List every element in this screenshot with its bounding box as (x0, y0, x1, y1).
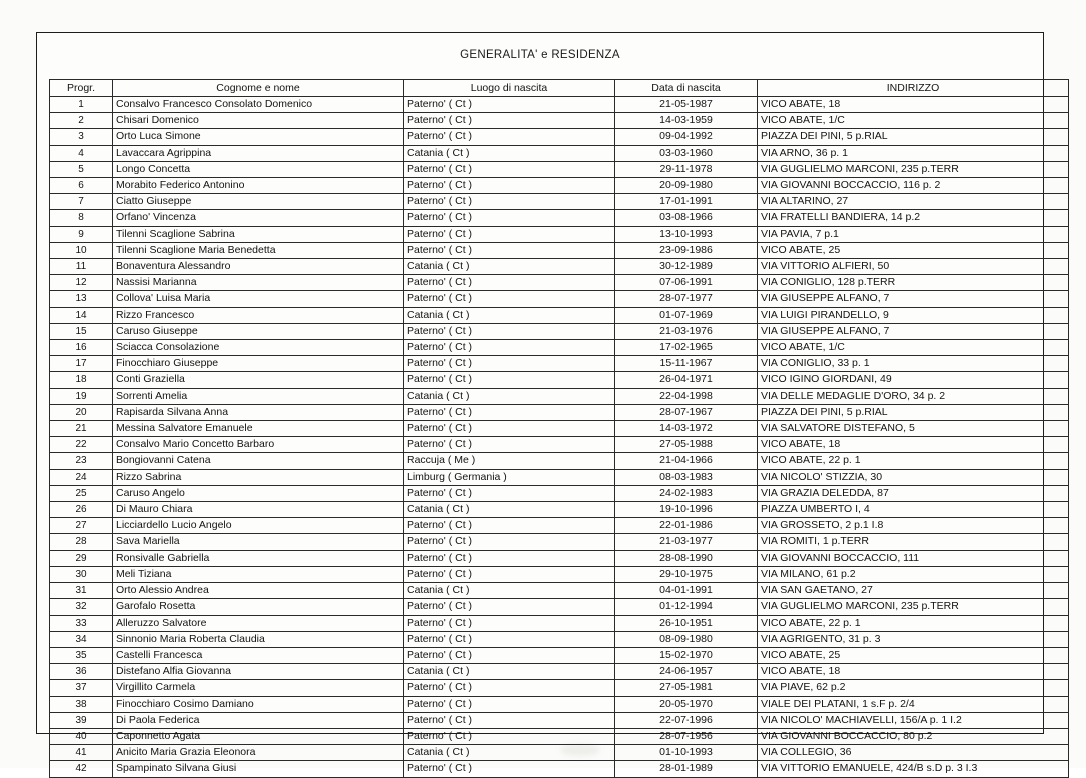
cell-progr: 12 (50, 275, 113, 291)
cell-nome: Di Paola Federica (113, 712, 404, 728)
table-row (50, 712, 1069, 728)
table-row (50, 178, 1069, 194)
cell-indirizzo: VICO ABATE, 25 (758, 647, 1069, 663)
cell-luogo: Paterno' ( Ct ) (404, 712, 615, 728)
cell-progr: 25 (50, 485, 113, 501)
cell-luogo: Catania ( Ct ) (404, 259, 615, 275)
cell-indirizzo: VIA ARNO, 36 p. 1 (758, 145, 1069, 161)
cell-data: 01-10-1993 (615, 745, 758, 761)
cell-data: 15-02-1970 (615, 647, 758, 663)
cell-nome: Di Mauro Chiara (113, 502, 404, 518)
cell-progr: 11 (50, 259, 113, 275)
cell-data: 22-07-1996 (615, 712, 758, 728)
cell-luogo: Paterno' ( Ct ) (404, 113, 615, 129)
cell-data: 28-08-1990 (615, 550, 758, 566)
cell-progr: 42 (50, 761, 113, 777)
cell-data: 07-06-1991 (615, 275, 758, 291)
cell-indirizzo: VIA GIOVANNI BOCCACCIO, 116 p. 2 (758, 178, 1069, 194)
cell-nome: Meli Tiziana (113, 566, 404, 582)
cell-luogo: Paterno' ( Ct ) (404, 728, 615, 744)
cell-indirizzo: VIA GRAZIA DELEDDA, 87 (758, 485, 1069, 501)
cell-indirizzo: VIA PIAVE, 62 p.2 (758, 680, 1069, 696)
table-row (50, 599, 1069, 615)
cell-progr: 39 (50, 712, 113, 728)
cell-nome: Caruso Angelo (113, 485, 404, 501)
table-row (50, 421, 1069, 437)
cell-luogo: Paterno' ( Ct ) (404, 291, 615, 307)
table-row (50, 113, 1069, 129)
cell-luogo: Paterno' ( Ct ) (404, 372, 615, 388)
cell-indirizzo: VICO IGINO GIORDANI, 49 (758, 372, 1069, 388)
cell-indirizzo: VIALE DEI PLATANI, 1 s.F p. 2/4 (758, 696, 1069, 712)
table-row (50, 226, 1069, 242)
cell-nome: Orto Luca Simone (113, 129, 404, 145)
cell-progr: 38 (50, 696, 113, 712)
table-row (50, 550, 1069, 566)
cell-indirizzo: VIA DELLE MEDAGLIE D'ORO, 34 p. 2 (758, 388, 1069, 404)
cell-luogo: Paterno' ( Ct ) (404, 178, 615, 194)
column-header-indirizzo: INDIRIZZO (758, 80, 1069, 97)
table-row (50, 388, 1069, 404)
cell-nome: Bongiovanni Catena (113, 453, 404, 469)
cell-luogo: Paterno' ( Ct ) (404, 129, 615, 145)
cell-nome: Rapisarda Silvana Anna (113, 404, 404, 420)
cell-indirizzo: VIA GUGLIELMO MARCONI, 235 p.TERR (758, 599, 1069, 615)
cell-progr: 13 (50, 291, 113, 307)
cell-progr: 40 (50, 728, 113, 744)
cell-luogo: Catania ( Ct ) (404, 583, 615, 599)
cell-progr: 19 (50, 388, 113, 404)
table-row (50, 469, 1069, 485)
table-row (50, 259, 1069, 275)
cell-indirizzo: VIA SALVATORE DISTEFANO, 5 (758, 421, 1069, 437)
cell-indirizzo: PIAZZA DEI PINI, 5 p.RIAL (758, 129, 1069, 145)
cell-luogo: Paterno' ( Ct ) (404, 518, 615, 534)
column-header-progr: Progr. (50, 80, 113, 97)
cell-indirizzo: VIA VITTORIO ALFIERI, 50 (758, 259, 1069, 275)
cell-indirizzo: VIA LUIGI PIRANDELLO, 9 (758, 307, 1069, 323)
cell-luogo: Catania ( Ct ) (404, 664, 615, 680)
cell-indirizzo: VIA NICOLO' STIZZIA, 30 (758, 469, 1069, 485)
cell-data: 01-12-1994 (615, 599, 758, 615)
cell-data: 14-03-1972 (615, 421, 758, 437)
cell-nome: Sinnonio Maria Roberta Claudia (113, 631, 404, 647)
cell-progr: 26 (50, 502, 113, 518)
cell-nome: Consalvo Mario Concetto Barbaro (113, 437, 404, 453)
cell-progr: 35 (50, 647, 113, 663)
cell-progr: 33 (50, 615, 113, 631)
table-row (50, 631, 1069, 647)
cell-luogo: Paterno' ( Ct ) (404, 437, 615, 453)
cell-luogo: Paterno' ( Ct ) (404, 647, 615, 663)
cell-data: 28-07-1977 (615, 291, 758, 307)
cell-data: 20-09-1980 (615, 178, 758, 194)
table-row (50, 307, 1069, 323)
cell-luogo: Paterno' ( Ct ) (404, 421, 615, 437)
table-row (50, 291, 1069, 307)
table-row (50, 680, 1069, 696)
cell-nome: Collova' Luisa Maria (113, 291, 404, 307)
cell-indirizzo: VIA GIUSEPPE ALFANO, 7 (758, 291, 1069, 307)
table-row (50, 745, 1069, 761)
cell-nome: Garofalo Rosetta (113, 599, 404, 615)
table-body (50, 97, 1069, 778)
cell-indirizzo: VIA MILANO, 61 p.2 (758, 566, 1069, 582)
cell-indirizzo: VIA NICOLO' MACHIAVELLI, 156/A p. 1 I.2 (758, 712, 1069, 728)
cell-data: 19-10-1996 (615, 502, 758, 518)
cell-nome: Castelli Francesca (113, 647, 404, 663)
cell-data: 20-05-1970 (615, 696, 758, 712)
cell-data: 14-03-1959 (615, 113, 758, 129)
cell-indirizzo: VICO ABATE, 1/C (758, 113, 1069, 129)
cell-indirizzo: VIA GROSSETO, 2 p.1 I.8 (758, 518, 1069, 534)
cell-luogo: Paterno' ( Ct ) (404, 242, 615, 258)
cell-luogo: Paterno' ( Ct ) (404, 566, 615, 582)
cell-data: 28-07-1967 (615, 404, 758, 420)
cell-luogo: Paterno' ( Ct ) (404, 404, 615, 420)
cell-luogo: Catania ( Ct ) (404, 745, 615, 761)
cell-luogo: Paterno' ( Ct ) (404, 356, 615, 372)
cell-progr: 41 (50, 745, 113, 761)
cell-luogo: Catania ( Ct ) (404, 502, 615, 518)
cell-progr: 21 (50, 421, 113, 437)
cell-progr: 37 (50, 680, 113, 696)
cell-luogo: Limburg ( Germania ) (404, 469, 615, 485)
table-row (50, 518, 1069, 534)
table-row (50, 340, 1069, 356)
cell-indirizzo: PIAZZA DEI PINI, 5 p.RIAL (758, 404, 1069, 420)
cell-data: 26-04-1971 (615, 372, 758, 388)
cell-indirizzo: VIA GIOVANNI BOCCACCIO, 111 (758, 550, 1069, 566)
cell-progr: 30 (50, 566, 113, 582)
cell-luogo: Paterno' ( Ct ) (404, 599, 615, 615)
cell-nome: Tilenni Scaglione Sabrina (113, 226, 404, 242)
cell-luogo: Paterno' ( Ct ) (404, 680, 615, 696)
cell-nome: Distefano Alfia Giovanna (113, 664, 404, 680)
cell-data: 29-11-1978 (615, 161, 758, 177)
cell-data: 28-01-1989 (615, 761, 758, 777)
cell-luogo: Raccuja ( Me ) (404, 453, 615, 469)
cell-indirizzo: PIAZZA UMBERTO I, 4 (758, 502, 1069, 518)
table-row (50, 323, 1069, 339)
cell-data: 04-01-1991 (615, 583, 758, 599)
cell-indirizzo: VIA ROMITI, 1 p.TERR (758, 534, 1069, 550)
table-row (50, 194, 1069, 210)
cell-progr: 15 (50, 323, 113, 339)
cell-indirizzo: VIA CONIGLIO, 128 p.TERR (758, 275, 1069, 291)
cell-indirizzo: VICO ABATE, 22 p. 1 (758, 615, 1069, 631)
cell-luogo: Paterno' ( Ct ) (404, 615, 615, 631)
table-row (50, 696, 1069, 712)
table-row (50, 404, 1069, 420)
cell-nome: Rizzo Sabrina (113, 469, 404, 485)
cell-data: 09-04-1992 (615, 129, 758, 145)
cell-data: 24-06-1957 (615, 664, 758, 680)
table-row (50, 502, 1069, 518)
cell-nome: Chisari Domenico (113, 113, 404, 129)
table-row (50, 728, 1069, 744)
cell-nome: Orfano' Vincenza (113, 210, 404, 226)
cell-indirizzo: VIA PAVIA, 7 p.1 (758, 226, 1069, 242)
table-row (50, 242, 1069, 258)
table-row (50, 145, 1069, 161)
cell-nome: Finocchiaro Giuseppe (113, 356, 404, 372)
cell-data: 29-10-1975 (615, 566, 758, 582)
cell-nome: Consalvo Francesco Consolato Domenico (113, 97, 404, 113)
cell-indirizzo: VIA ALTARINO, 27 (758, 194, 1069, 210)
cell-indirizzo: VICO ABATE, 18 (758, 437, 1069, 453)
cell-luogo: Catania ( Ct ) (404, 388, 615, 404)
cell-data: 17-02-1965 (615, 340, 758, 356)
cell-progr: 17 (50, 356, 113, 372)
cell-nome: Ronsivalle Gabriella (113, 550, 404, 566)
cell-data: 21-05-1987 (615, 97, 758, 113)
cell-progr: 31 (50, 583, 113, 599)
cell-nome: Conti Graziella (113, 372, 404, 388)
cell-indirizzo: VIA VITTORIO EMANUELE, 424/B s.D p. 3 I.3 (758, 761, 1069, 777)
table-row (50, 210, 1069, 226)
cell-nome: Morabito Federico Antonino (113, 178, 404, 194)
cell-nome: Longo Concetta (113, 161, 404, 177)
cell-indirizzo: VIA COLLEGIO, 36 (758, 745, 1069, 761)
table-row (50, 453, 1069, 469)
table-row (50, 534, 1069, 550)
cell-data: 27-05-1981 (615, 680, 758, 696)
cell-indirizzo: VIA CONIGLIO, 33 p. 1 (758, 356, 1069, 372)
table-row (50, 761, 1069, 777)
cell-luogo: Paterno' ( Ct ) (404, 210, 615, 226)
cell-nome: Caruso Giuseppe (113, 323, 404, 339)
cell-luogo: Paterno' ( Ct ) (404, 485, 615, 501)
cell-data: 21-03-1976 (615, 323, 758, 339)
cell-data: 01-07-1969 (615, 307, 758, 323)
cell-luogo: Paterno' ( Ct ) (404, 323, 615, 339)
cell-nome: Orto Alessio Andrea (113, 583, 404, 599)
column-header-data: Data di nascita (615, 80, 758, 97)
cell-nome: Rizzo Francesco (113, 307, 404, 323)
cell-data: 22-04-1998 (615, 388, 758, 404)
cell-nome: Sorrenti Amelia (113, 388, 404, 404)
table-header (50, 80, 1069, 97)
cell-progr: 36 (50, 664, 113, 680)
cell-progr: 6 (50, 178, 113, 194)
cell-nome: Finocchiaro Cosimo Damiano (113, 696, 404, 712)
cell-luogo: Paterno' ( Ct ) (404, 696, 615, 712)
cell-progr: 20 (50, 404, 113, 420)
cell-data: 26-10-1951 (615, 615, 758, 631)
table-row (50, 356, 1069, 372)
cell-nome: Virgillito Carmela (113, 680, 404, 696)
cell-data: 21-04-1966 (615, 453, 758, 469)
cell-progr: 3 (50, 129, 113, 145)
cell-luogo: Paterno' ( Ct ) (404, 550, 615, 566)
cell-data: 03-08-1966 (615, 210, 758, 226)
cell-luogo: Paterno' ( Ct ) (404, 534, 615, 550)
cell-nome: Spampinato Silvana Giusi (113, 761, 404, 777)
cell-data: 08-03-1983 (615, 469, 758, 485)
cell-progr: 1 (50, 97, 113, 113)
cell-luogo: Paterno' ( Ct ) (404, 226, 615, 242)
cell-luogo: Paterno' ( Ct ) (404, 631, 615, 647)
table-header-row (50, 80, 1069, 97)
document-sheet (36, 32, 1044, 775)
cell-nome: Alleruzzo Salvatore (113, 615, 404, 631)
cell-indirizzo: VICO ABATE, 1/C (758, 340, 1069, 356)
table-row (50, 583, 1069, 599)
cell-nome: Messina Salvatore Emanuele (113, 421, 404, 437)
cell-data: 17-01-1991 (615, 194, 758, 210)
cell-progr: 7 (50, 194, 113, 210)
cell-progr: 29 (50, 550, 113, 566)
table-row (50, 437, 1069, 453)
cell-nome: Anicito Maria Grazia Eleonora (113, 745, 404, 761)
table-row (50, 275, 1069, 291)
registry-table (49, 79, 1069, 778)
cell-progr: 34 (50, 631, 113, 647)
cell-luogo: Catania ( Ct ) (404, 145, 615, 161)
page-title: GENERALITA' e RESIDENZA (460, 49, 620, 61)
cell-data: 27-05-1988 (615, 437, 758, 453)
cell-luogo: Paterno' ( Ct ) (404, 340, 615, 356)
cell-data: 28-07-1956 (615, 728, 758, 744)
cell-nome: Nassisi Marianna (113, 275, 404, 291)
cell-progr: 4 (50, 145, 113, 161)
table-row (50, 615, 1069, 631)
column-header-nome: Cognome e nome (113, 80, 404, 97)
cell-progr: 18 (50, 372, 113, 388)
cell-nome: Ciatto Giuseppe (113, 194, 404, 210)
cell-progr: 28 (50, 534, 113, 550)
cell-indirizzo: VIA SAN GAETANO, 27 (758, 583, 1069, 599)
cell-nome: Sciacca Consolazione (113, 340, 404, 356)
cell-data: 21-03-1977 (615, 534, 758, 550)
cell-luogo: Paterno' ( Ct ) (404, 275, 615, 291)
cell-nome: Licciardello Lucio Angelo (113, 518, 404, 534)
table-row (50, 566, 1069, 582)
table-row (50, 97, 1069, 113)
cell-progr: 14 (50, 307, 113, 323)
cell-data: 03-03-1960 (615, 145, 758, 161)
cell-indirizzo: VIA FRATELLI BANDIERA, 14 p.2 (758, 210, 1069, 226)
cell-data: 22-01-1986 (615, 518, 758, 534)
table-row (50, 485, 1069, 501)
cell-luogo: Catania ( Ct ) (404, 307, 615, 323)
cell-indirizzo: VICO ABATE, 25 (758, 242, 1069, 258)
table-row (50, 647, 1069, 663)
cell-progr: 2 (50, 113, 113, 129)
cell-progr: 24 (50, 469, 113, 485)
cell-nome: Caponnetto Agata (113, 728, 404, 744)
cell-progr: 23 (50, 453, 113, 469)
cell-nome: Sava Mariella (113, 534, 404, 550)
cell-progr: 32 (50, 599, 113, 615)
cell-data: 24-02-1983 (615, 485, 758, 501)
cell-indirizzo: VICO ABATE, 18 (758, 664, 1069, 680)
cell-progr: 5 (50, 161, 113, 177)
cell-indirizzo: VICO ABATE, 18 (758, 97, 1069, 113)
cell-indirizzo: VIA GUGLIELMO MARCONI, 235 p.TERR (758, 161, 1069, 177)
table-row (50, 161, 1069, 177)
cell-indirizzo: VIA GIUSEPPE ALFANO, 7 (758, 323, 1069, 339)
cell-progr: 16 (50, 340, 113, 356)
cell-progr: 9 (50, 226, 113, 242)
cell-nome: Lavaccara Agrippina (113, 145, 404, 161)
cell-data: 08-09-1980 (615, 631, 758, 647)
cell-data: 15-11-1967 (615, 356, 758, 372)
cell-data: 30-12-1989 (615, 259, 758, 275)
cell-progr: 10 (50, 242, 113, 258)
cell-indirizzo: VIA GIOVANNI BOCCACCIO, 80 p.2 (758, 728, 1069, 744)
cell-data: 13-10-1993 (615, 226, 758, 242)
cell-luogo: Paterno' ( Ct ) (404, 161, 615, 177)
table-row (50, 129, 1069, 145)
cell-indirizzo: VIA AGRIGENTO, 31 p. 3 (758, 631, 1069, 647)
cell-progr: 22 (50, 437, 113, 453)
cell-progr: 27 (50, 518, 113, 534)
cell-data: 23-09-1986 (615, 242, 758, 258)
column-header-luogo: Luogo di nascita (404, 80, 615, 97)
cell-nome: Tilenni Scaglione Maria Benedetta (113, 242, 404, 258)
cell-indirizzo: VICO ABATE, 22 p. 1 (758, 453, 1069, 469)
cell-nome: Bonaventura Alessandro (113, 259, 404, 275)
cell-luogo: Paterno' ( Ct ) (404, 97, 615, 113)
cell-luogo: Paterno' ( Ct ) (404, 761, 615, 777)
cell-progr: 8 (50, 210, 113, 226)
table-row (50, 372, 1069, 388)
cell-luogo: Paterno' ( Ct ) (404, 194, 615, 210)
table-row (50, 664, 1069, 680)
